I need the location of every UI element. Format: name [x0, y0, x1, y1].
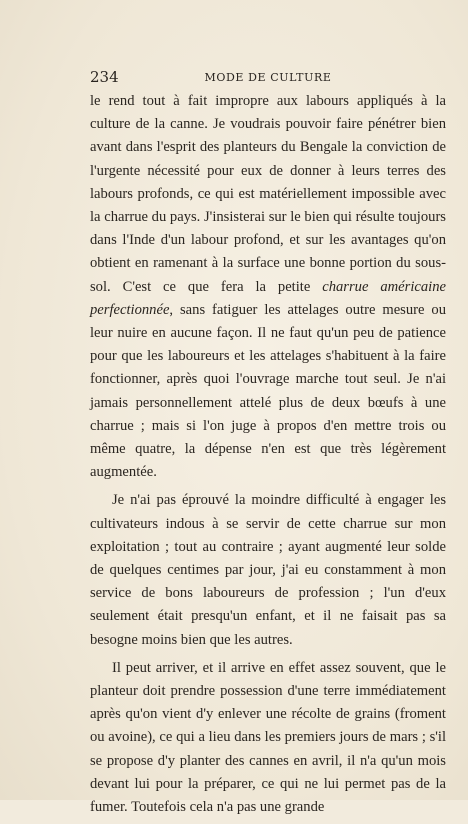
- paragraph-1-italic-term: charrue américaine perfectionnée: [90, 278, 446, 318]
- page-number: 234: [90, 68, 119, 86]
- paragraph-1: [90, 90, 446, 484]
- paragraph-1-text-after: , sans fatiguer les attelages outre mesure ou leur nuire en aucune façon. Il ne faut qu'un peu de patience pour que les laboureurs et les attelages s'habituent à la faire fonctionner, après quoi l'ouvrage marche tout seul. Je n'ai jamais personnellement attelé plus de deux bœufs à une charrue ; mais si l'on juge à propos d'en mettre trois ou même quatre, la dépense n'en est que très légèrement augmentée.: [90, 301, 446, 481]
- body-text: [90, 90, 446, 824]
- page-header: [90, 68, 446, 88]
- paragraph-3: Il peut arriver, et il arrive en effet assez souvent, que le planteur doit prendre possession d'une terre immédiatement après qu'on vient d'y enlever une récolte de grains (froment ou avoine), ce qui a lieu dans les premiers jours de mars ; s'il se propose d'y planter des cannes en avril, il n'a qu'un mois devant lui pour la préparer, ce qui ne lui permet pas de la fumer. Toutefois cela n'a pas une grande: [90, 659, 446, 816]
- running-head: MODE DE CULTURE: [204, 71, 332, 84]
- paragraph-2: Je n'ai pas éprouvé la moindre difficulté à engager les cultivateurs indous à se servir de cette charrue sur mon exploitation ; tout au contraire ; ayant augmenté leur solde de quelques centimes par jour, j'ai eu constamment à mon service de bons laboureurs de profession ; l'un d'eux seulement était presqu'un enfant, et il ne faisait pas sa besogne moins bien que les autres.: [90, 492, 446, 648]
- paragraph-1-text-before: le rend tout à fait impropre aux labours appliqués à la culture de la canne. Je voudrais pouvoir faire pénétrer bien avant dans l'esprit des planteurs du Bengale la conviction de l'urgente nécessité pour eux de donner à leurs terres des labours profonds, ce qui est matériellement impossible avec la charrue du pays. J'insisterai sur le bien qui résulte toujours dans l'Inde d'un labour profond, et sur les avantages qu'on obtient en ramenant à la surface une bonne portion du sous-sol. C'est ce que fera la petite: [90, 93, 446, 295]
